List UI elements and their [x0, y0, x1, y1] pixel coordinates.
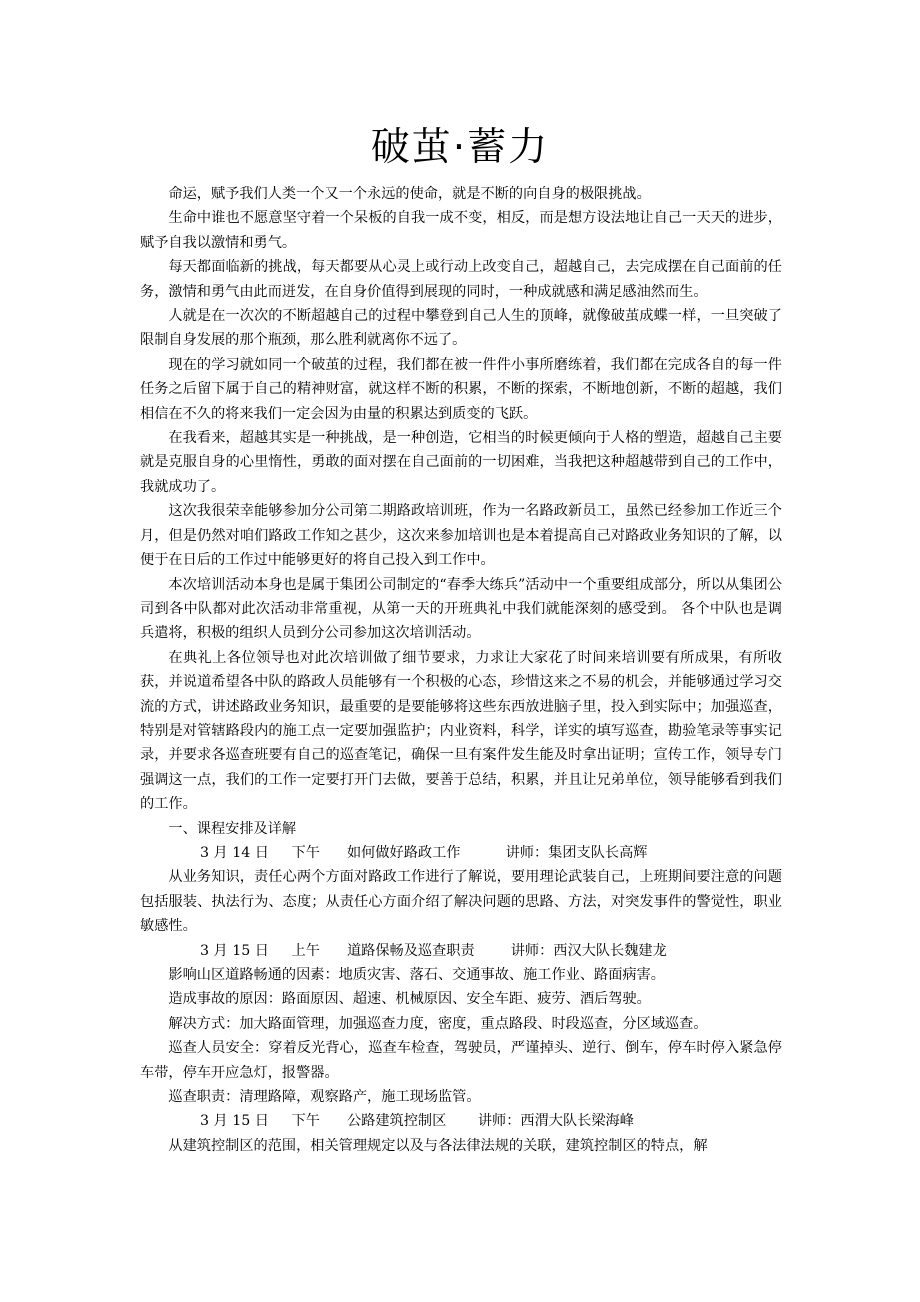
paragraph: 本次培训活动本身也是属于集团公司制定的“春季大练兵”活动中一个重要组成部分，所以从集团公司到各中队都对此次活动非常重视，从第一天的开班典礼中我们就能深刻的感受到。 各个中队也是调兵遣将，积极的组织人员到分公司参加这次培训活动。 — [140, 576, 782, 642]
document-body — [140, 182, 782, 1158]
paragraph: 现在的学习就如同一个破茧的过程，我们都在被一件件小事所磨练着，我们都在完成各自的每一件任务之后留下属于自己的精神财富，就这样不断的积累，不断的探索，不断地创新，不断的超越，我们相信在不久的将来我们一定会因为由量的积累达到质变的飞跃。 — [140, 356, 782, 422]
session-item: 造成事故的原因：路面原因、超速、机械原因、安全车距、疲劳、酒后驾驶。 — [168, 991, 651, 1008]
paragraph: 人就是在一次次的不断超越自己的过程中攀登到自己人生的顶峰，就像破茧成蝶一样，一旦突破了限制自身发展的那个瓶颈，那么胜利就离你不远了。 — [140, 308, 782, 349]
session-item: 巡查人员安全：穿着反光背心，巡查车检查，驾驶员，严谨掉头、逆行、倒车，停车时停入紧急停车带，停车开应急灯，报警器。 — [140, 1040, 782, 1081]
session-schedule-line: 3 月 15 日 上午 道路保畅及巡查职责 讲师：西汉大队长魏建龙 — [200, 942, 667, 959]
section-heading: 一、课程安排及详解 — [168, 820, 297, 837]
session-item: 解决方式：加大路面管理，加强巡查力度，密度，重点路段、时段巡查，分区域巡查。 — [168, 1015, 708, 1032]
paragraph: 命运，赋予我们人类一个又一个永远的使命，就是不断的向自身的极限挑战。 — [168, 186, 651, 202]
session-schedule-line: 3 月 14 日 下午 如何做好路政工作 讲师：集团支队长高辉 — [200, 844, 648, 861]
paragraph: 在典礼上各位领导也对此次培训做了细节要求，力求让大家花了时间来培训要有所成果，有所收获，并说道希望各中队的路政人员能够有一个积极的心态，珍惜这来之不易的机会，并能够通过学习交流的方式，讲述路政业务知识，最重要的是要能够将这些东西放进脑子里，投入到实际中；加强巡查，特别是对管辖路段内的施工点一定要加强监护；内业资料，科学，详实的填写巡查，勘验笔录等事实记录，并要求各巡查班要有自己的巡查笔记，确保一旦有案件发生能及时拿出证明；宣传工作，领导专门强调这一点，我们的工作一定要打开门去做，要善于总结，积累，并且让兄弟单位，领导能够看到我们的工作。 — [140, 649, 782, 813]
session-item: 影响山区道路畅通的因素：地质灾害、落石、交通事故、施工作业、路面病害。 — [168, 967, 665, 983]
paragraph: 这次我很荣幸能够参加分公司第二期路政培训班，作为一名路政新员工，虽然已经参加工作近三个月，但是仍然对咱们路政工作知之甚少，这次来参加培训也是本着提高自己对路政业务知识的了解，以便于在日后的工作过中能够更好的将自己投入到工作中。 — [140, 503, 782, 569]
paragraph: 每天都面临新的挑战，每天都要从心灵上或行动上改变自己，超越自己，去完成摆在自己面前的任务，激情和勇气由此而迸发，在自身价值得到展现的同时，一种成就感和满足感油然而生。 — [140, 259, 782, 300]
document-title: 破茧·蓄力 — [370, 125, 550, 170]
session-detail: 从建筑控制区的范围，相关管理规定以及与各法律法规的关联，建筑控制区的特点，解 — [168, 1137, 708, 1154]
session-item: 巡查职责：清理路障，观察路产，施工现场监管。 — [168, 1089, 481, 1106]
session-schedule-line: 3 月 15 日 下午 公路建筑控制区 讲师：西渭大队长梁海峰 — [200, 1113, 634, 1130]
paragraph: 生命中谁也不愿意坚守着一个呆板的自我一成不变，相反，而是想方设法地让自己一天天的进步，赋予自我以激情和勇气。 — [140, 210, 782, 251]
session-detail: 从业务知识，责任心两个方面对路政工作进行了解说，要用理论武装自己，上班期间要注意的问题包括服装、执法行为、态度；从责任心方面介绍了解决问题的思路、方法，对突发事件的警觉性，职业敏感性。 — [140, 869, 782, 935]
paragraph: 在我看来，超越其实是一种挑战，是一种创造，它相当的时候更倾向于人格的塑造，超越自己主要就是克服自身的心里惰性，勇敢的面对摆在自己面前的一切困难，当我把这种超越带到自己的工作中，我就成功了。 — [140, 430, 782, 495]
